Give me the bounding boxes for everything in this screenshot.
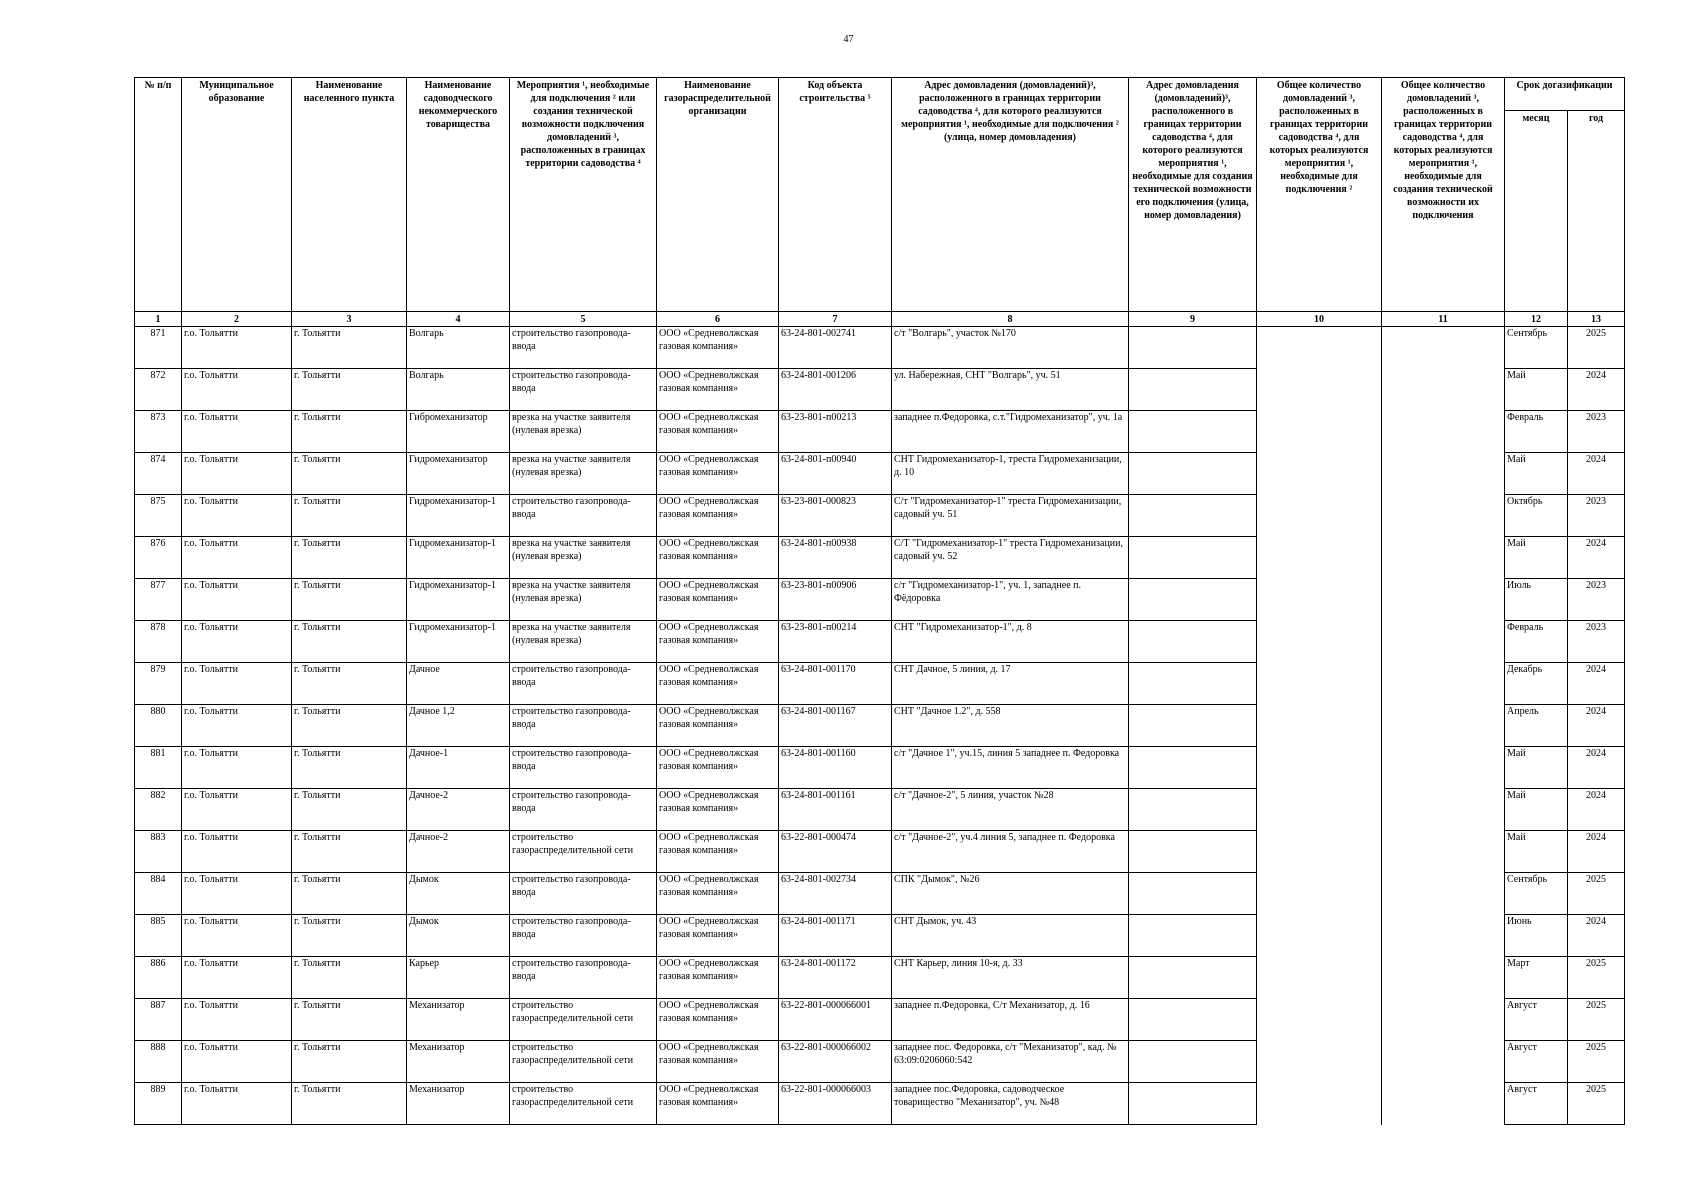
count-tech-cell (1382, 579, 1505, 621)
partnership-cell: Волгарь (407, 327, 510, 369)
address-tech-cell (1129, 621, 1257, 663)
count-connection-cell (1257, 999, 1382, 1041)
row-number: 871 (135, 327, 182, 369)
year-cell: 2024 (1568, 747, 1625, 789)
object-code-cell: 63-24-801-001171 (779, 915, 892, 957)
gas-org-cell: ООО «Средневолжская газовая компания» (657, 495, 779, 537)
header-address-tech: Адрес домовладения (домовладений)³, расположенного в границах территории садоводства ⁴, для которого реализуются мероприятия ¹, необходимые для создания технической возможности его подключения (улица, номер домовладения) (1129, 78, 1257, 312)
count-tech-cell (1382, 705, 1505, 747)
count-tech-cell (1382, 831, 1505, 873)
measure-cell: врезка на участке заявителя (нулевая врезка) (510, 579, 657, 621)
object-code-cell: 63-24-801-001161 (779, 789, 892, 831)
count-tech-cell (1382, 1041, 1505, 1083)
gas-org-cell: ООО «Средневолжская газовая компания» (657, 621, 779, 663)
row-number: 878 (135, 621, 182, 663)
object-code-cell: 63-24-801-002734 (779, 873, 892, 915)
column-numbers-row (135, 312, 1625, 327)
address-cell: С/т "Гидромеханизатор-1" треста Гидромеханизации, садовый уч. 51 (892, 495, 1129, 537)
month-cell: Февраль (1505, 411, 1568, 453)
partnership-cell: Гидромеханизатор-1 (407, 495, 510, 537)
address-cell: ул. Набережная, СНТ "Волгарь", уч. 51 (892, 369, 1129, 411)
object-code-cell: 63-22-801-000066001 (779, 999, 892, 1041)
year-cell: 2024 (1568, 537, 1625, 579)
settlement-cell: г. Тольятти (292, 1041, 407, 1083)
address-cell: с/т "Дачное 1", уч.15, линия 5 западнее п. Федоровка (892, 747, 1129, 789)
count-tech-cell (1382, 1083, 1505, 1125)
column-number: 3 (292, 312, 407, 327)
municipality-cell: г.о. Тольятти (182, 747, 292, 789)
measure-cell: строительство газопровода-ввода (510, 789, 657, 831)
column-number: 1 (135, 312, 182, 327)
count-tech-cell (1382, 453, 1505, 495)
row-number: 886 (135, 957, 182, 999)
year-cell: 2024 (1568, 705, 1625, 747)
header-settlement: Наименование населенного пункта (292, 78, 407, 312)
municipality-cell: г.о. Тольятти (182, 1083, 292, 1125)
count-connection-cell (1257, 495, 1382, 537)
partnership-cell: Гидромеханизатор-1 (407, 537, 510, 579)
count-connection-cell (1257, 621, 1382, 663)
table-row (135, 789, 1625, 831)
municipality-cell: г.о. Тольятти (182, 621, 292, 663)
column-number: 4 (407, 312, 510, 327)
address-tech-cell (1129, 789, 1257, 831)
measure-cell: строительство газораспределительной сети (510, 999, 657, 1041)
count-connection-cell (1257, 915, 1382, 957)
header-year: год (1568, 111, 1625, 312)
measure-cell: строительство газораспределительной сети (510, 1041, 657, 1083)
municipality-cell: г.о. Тольятти (182, 915, 292, 957)
table-row (135, 327, 1625, 369)
object-code-cell: 63-22-801-000066003 (779, 1083, 892, 1125)
table-row (135, 747, 1625, 789)
measure-cell: строительство газопровода-ввода (510, 873, 657, 915)
address-tech-cell (1129, 1041, 1257, 1083)
address-cell: с/т "Дачное-2", уч.4 линия 5, западнее п. Федоровка (892, 831, 1129, 873)
gas-org-cell: ООО «Средневолжская газовая компания» (657, 1083, 779, 1125)
count-tech-cell (1382, 495, 1505, 537)
table-row (135, 831, 1625, 873)
header-number: № п/п (135, 78, 182, 312)
object-code-cell: 63-23-801-п00214 (779, 621, 892, 663)
column-number: 11 (1382, 312, 1505, 327)
month-cell: Июнь (1505, 915, 1568, 957)
address-tech-cell (1129, 453, 1257, 495)
table-row (135, 999, 1625, 1041)
gas-org-cell: ООО «Средневолжская газовая компания» (657, 747, 779, 789)
row-number: 884 (135, 873, 182, 915)
year-cell: 2024 (1568, 831, 1625, 873)
settlement-cell: г. Тольятти (292, 915, 407, 957)
column-number: 10 (1257, 312, 1382, 327)
row-number: 872 (135, 369, 182, 411)
table-row (135, 915, 1625, 957)
partnership-cell: Дачное 1,2 (407, 705, 510, 747)
settlement-cell: г. Тольятти (292, 369, 407, 411)
year-cell: 2025 (1568, 1083, 1625, 1125)
gas-org-cell: ООО «Средневолжская газовая компания» (657, 957, 779, 999)
count-connection-cell (1257, 873, 1382, 915)
municipality-cell: г.о. Тольятти (182, 495, 292, 537)
settlement-cell: г. Тольятти (292, 663, 407, 705)
measure-cell: строительство газопровода-ввода (510, 915, 657, 957)
address-tech-cell (1129, 495, 1257, 537)
year-cell: 2023 (1568, 411, 1625, 453)
address-cell: с/т "Гидромеханизатор-1", уч. 1, западнее п. Фёдоровка (892, 579, 1129, 621)
count-tech-cell (1382, 915, 1505, 957)
address-tech-cell (1129, 873, 1257, 915)
row-number: 889 (135, 1083, 182, 1125)
count-connection-cell (1257, 747, 1382, 789)
month-cell: Август (1505, 999, 1568, 1041)
settlement-cell: г. Тольятти (292, 1083, 407, 1125)
address-tech-cell (1129, 411, 1257, 453)
row-number: 887 (135, 999, 182, 1041)
address-tech-cell (1129, 999, 1257, 1041)
gas-org-cell: ООО «Средневолжская газовая компания» (657, 831, 779, 873)
count-tech-cell (1382, 747, 1505, 789)
partnership-cell: Волгарь (407, 369, 510, 411)
municipality-cell: г.о. Тольятти (182, 453, 292, 495)
partnership-cell: Механизатор (407, 1083, 510, 1125)
gas-org-cell: ООО «Средневолжская газовая компания» (657, 453, 779, 495)
partnership-cell: Гидромеханизатор (407, 453, 510, 495)
month-cell: Май (1505, 789, 1568, 831)
table-row (135, 705, 1625, 747)
partnership-cell: Дачное-2 (407, 789, 510, 831)
object-code-cell: 63-24-801-п00938 (779, 537, 892, 579)
count-connection-cell (1257, 705, 1382, 747)
address-tech-cell (1129, 1083, 1257, 1125)
column-number: 2 (182, 312, 292, 327)
header-measures: Мероприятия ¹, необходимые для подключения ² или создания технической возможности подключения домовладений ³, расположенных в границах территории садоводства ⁴ (510, 78, 657, 312)
object-code-cell: 63-24-801-п00940 (779, 453, 892, 495)
gas-org-cell: ООО «Средневолжская газовая компания» (657, 915, 779, 957)
count-connection-cell (1257, 327, 1382, 369)
object-code-cell: 63-24-801-001160 (779, 747, 892, 789)
header-month: месяц (1505, 111, 1568, 312)
row-number: 879 (135, 663, 182, 705)
address-tech-cell (1129, 915, 1257, 957)
settlement-cell: г. Тольятти (292, 873, 407, 915)
object-code-cell: 63-22-801-000066002 (779, 1041, 892, 1083)
municipality-cell: г.о. Тольятти (182, 789, 292, 831)
column-number: 6 (657, 312, 779, 327)
month-cell: Февраль (1505, 621, 1568, 663)
header-municipality: Муниципальное образование (182, 78, 292, 312)
table-row (135, 1083, 1625, 1125)
table-row (135, 663, 1625, 705)
table-row (135, 621, 1625, 663)
settlement-cell: г. Тольятти (292, 789, 407, 831)
table-row (135, 537, 1625, 579)
gas-org-cell: ООО «Средневолжская газовая компания» (657, 663, 779, 705)
municipality-cell: г.о. Тольятти (182, 663, 292, 705)
month-cell: Май (1505, 747, 1568, 789)
object-code-cell: 63-24-801-001206 (779, 369, 892, 411)
measure-cell: строительство газопровода-ввода (510, 663, 657, 705)
municipality-cell: г.о. Тольятти (182, 1041, 292, 1083)
object-code-cell: 63-24-801-001170 (779, 663, 892, 705)
partnership-cell: Механизатор (407, 999, 510, 1041)
settlement-cell: г. Тольятти (292, 579, 407, 621)
month-cell: Сентябрь (1505, 327, 1568, 369)
measure-cell: строительство газопровода-ввода (510, 495, 657, 537)
gas-org-cell: ООО «Средневолжская газовая компания» (657, 873, 779, 915)
settlement-cell: г. Тольятти (292, 831, 407, 873)
row-number: 885 (135, 915, 182, 957)
count-tech-cell (1382, 621, 1505, 663)
month-cell: Декабрь (1505, 663, 1568, 705)
address-tech-cell (1129, 957, 1257, 999)
count-connection-cell (1257, 789, 1382, 831)
month-cell: Март (1505, 957, 1568, 999)
row-number: 888 (135, 1041, 182, 1083)
count-connection-cell (1257, 453, 1382, 495)
settlement-cell: г. Тольятти (292, 537, 407, 579)
measure-cell: врезка на участке заявителя (нулевая врезка) (510, 537, 657, 579)
address-tech-cell (1129, 537, 1257, 579)
table-row (135, 369, 1625, 411)
measure-cell: строительство газопровода-ввода (510, 747, 657, 789)
settlement-cell: г. Тольятти (292, 957, 407, 999)
year-cell: 2024 (1568, 369, 1625, 411)
month-cell: Апрель (1505, 705, 1568, 747)
column-number: 7 (779, 312, 892, 327)
row-number: 874 (135, 453, 182, 495)
count-tech-cell (1382, 873, 1505, 915)
municipality-cell: г.о. Тольятти (182, 327, 292, 369)
column-number: 9 (1129, 312, 1257, 327)
count-connection-cell (1257, 369, 1382, 411)
table-row (135, 957, 1625, 999)
address-tech-cell (1129, 327, 1257, 369)
address-cell: с/т "Дачное-2", 5 линия, участок №28 (892, 789, 1129, 831)
header-object-code: Код объекта строительства ⁵ (779, 78, 892, 312)
year-cell: 2023 (1568, 621, 1625, 663)
object-code-cell: 63-23-801-000823 (779, 495, 892, 537)
municipality-cell: г.о. Тольятти (182, 831, 292, 873)
count-tech-cell (1382, 999, 1505, 1041)
address-cell: СНТ "Дачное 1.2", д. 558 (892, 705, 1129, 747)
municipality-cell: г.о. Тольятти (182, 999, 292, 1041)
count-tech-cell (1382, 957, 1505, 999)
table-row (135, 873, 1625, 915)
year-cell: 2024 (1568, 663, 1625, 705)
address-tech-cell (1129, 369, 1257, 411)
object-code-cell: 63-24-801-001167 (779, 705, 892, 747)
month-cell: Май (1505, 369, 1568, 411)
settlement-cell: г. Тольятти (292, 999, 407, 1041)
object-code-cell: 63-23-801-п00906 (779, 579, 892, 621)
count-connection-cell (1257, 411, 1382, 453)
column-number: 12 (1505, 312, 1568, 327)
object-code-cell: 63-23-801-п00213 (779, 411, 892, 453)
count-tech-cell (1382, 537, 1505, 579)
measure-cell: врезка на участке заявителя (нулевая врезка) (510, 453, 657, 495)
municipality-cell: г.о. Тольятти (182, 537, 292, 579)
partnership-cell: Гидромеханизатор-1 (407, 579, 510, 621)
partnership-cell: Дачное-1 (407, 747, 510, 789)
month-cell: Август (1505, 1083, 1568, 1125)
count-connection-cell (1257, 579, 1382, 621)
gas-org-cell: ООО «Средневолжская газовая компания» (657, 327, 779, 369)
column-number: 13 (1568, 312, 1625, 327)
row-number: 873 (135, 411, 182, 453)
year-cell: 2025 (1568, 873, 1625, 915)
row-number: 877 (135, 579, 182, 621)
column-number: 5 (510, 312, 657, 327)
settlement-cell: г. Тольятти (292, 453, 407, 495)
partnership-cell: Механизатор (407, 1041, 510, 1083)
gas-org-cell: ООО «Средневолжская газовая компания» (657, 789, 779, 831)
row-number: 875 (135, 495, 182, 537)
address-cell: С/Т "Гидромеханизатор-1" треста Гидромеханизации, садовый уч. 52 (892, 537, 1129, 579)
year-cell: 2023 (1568, 495, 1625, 537)
address-cell: западнее п.Федоровка, с.т."Гидромеханизатор", уч. 1а (892, 411, 1129, 453)
partnership-cell: Дымок (407, 873, 510, 915)
table-row (135, 411, 1625, 453)
count-connection-cell (1257, 663, 1382, 705)
row-number: 882 (135, 789, 182, 831)
gasification-table (134, 77, 1625, 1125)
row-number: 876 (135, 537, 182, 579)
count-tech-cell (1382, 663, 1505, 705)
measure-cell: врезка на участке заявителя (нулевая врезка) (510, 411, 657, 453)
partnership-cell: Гидромеханизатор-1 (407, 621, 510, 663)
month-cell: Август (1505, 1041, 1568, 1083)
address-cell: СНТ Карьер, линия 10-я, д. 33 (892, 957, 1129, 999)
settlement-cell: г. Тольятти (292, 747, 407, 789)
partnership-cell: Дачное-2 (407, 831, 510, 873)
address-cell: западнее п.Федоровка, С/т Механизатор, д. 16 (892, 999, 1129, 1041)
partnership-cell: Дачное (407, 663, 510, 705)
partnership-cell: Гибромеханизатор (407, 411, 510, 453)
count-tech-cell (1382, 327, 1505, 369)
table-row (135, 495, 1625, 537)
measure-cell: строительство газораспределительной сети (510, 831, 657, 873)
year-cell: 2023 (1568, 579, 1625, 621)
row-number: 883 (135, 831, 182, 873)
month-cell: Май (1505, 537, 1568, 579)
count-connection-cell (1257, 1041, 1382, 1083)
table-row (135, 1041, 1625, 1083)
measure-cell: строительство газопровода-ввода (510, 705, 657, 747)
address-cell: СНТ "Гидромеханизатор-1", д. 8 (892, 621, 1129, 663)
row-number: 880 (135, 705, 182, 747)
address-tech-cell (1129, 579, 1257, 621)
gas-org-cell: ООО «Средневолжская газовая компания» (657, 537, 779, 579)
gas-org-cell: ООО «Средневолжская газовая компания» (657, 999, 779, 1041)
row-number: 881 (135, 747, 182, 789)
year-cell: 2024 (1568, 915, 1625, 957)
table-body (135, 327, 1625, 1125)
gas-org-cell: ООО «Средневолжская газовая компания» (657, 369, 779, 411)
object-code-cell: 63-22-801-000474 (779, 831, 892, 873)
header-count-tech: Общее количество домовладений ³, расположенных в границах территории садоводства ⁴, для которых реализуются мероприятия ¹, необходимые для создания технической возможности их подключения (1382, 78, 1505, 312)
column-number: 8 (892, 312, 1129, 327)
year-cell: 2025 (1568, 999, 1625, 1041)
municipality-cell: г.о. Тольятти (182, 705, 292, 747)
header-gas-org: Наименование газораспределительной организации (657, 78, 779, 312)
address-cell: СНТ Гидромеханизатор-1, треста Гидромеханизации, д. 10 (892, 453, 1129, 495)
municipality-cell: г.о. Тольятти (182, 411, 292, 453)
object-code-cell: 63-24-801-002741 (779, 327, 892, 369)
address-cell: СНТ Дачное, 5 линия, д. 17 (892, 663, 1129, 705)
header-address-connection: Адрес домовладения (домовладений)³, расположенного в границах территории садоводства ⁴, для которого реализуются мероприятия ¹, необходимые для подключения ² (улица, номер домовладения) (892, 78, 1129, 312)
municipality-cell: г.о. Тольятти (182, 579, 292, 621)
address-cell: СПК "Дымок", №26 (892, 873, 1129, 915)
municipality-cell: г.о. Тольятти (182, 873, 292, 915)
settlement-cell: г. Тольятти (292, 411, 407, 453)
count-connection-cell (1257, 1083, 1382, 1125)
table-header (135, 78, 1625, 327)
municipality-cell: г.о. Тольятти (182, 957, 292, 999)
header-deadline: Срок догазификации (1505, 78, 1625, 111)
year-cell: 2025 (1568, 957, 1625, 999)
partnership-cell: Дымок (407, 915, 510, 957)
settlement-cell: г. Тольятти (292, 327, 407, 369)
gas-org-cell: ООО «Средневолжская газовая компания» (657, 411, 779, 453)
count-tech-cell (1382, 411, 1505, 453)
measure-cell: строительство газораспределительной сети (510, 1083, 657, 1125)
measure-cell: строительство газопровода-ввода (510, 327, 657, 369)
address-cell: с/т "Волгарь", участок №170 (892, 327, 1129, 369)
page-number: 47 (843, 34, 854, 45)
month-cell: Май (1505, 831, 1568, 873)
object-code-cell: 63-24-801-001172 (779, 957, 892, 999)
table-row (135, 579, 1625, 621)
settlement-cell: г. Тольятти (292, 705, 407, 747)
gas-org-cell: ООО «Средневолжская газовая компания» (657, 705, 779, 747)
year-cell: 2025 (1568, 327, 1625, 369)
header-count-connection: Общее количество домовладений ³, расположенных в границах территории садоводства ⁴, для которых реализуются мероприятия ¹, необходимые для подключения ² (1257, 78, 1382, 312)
count-connection-cell (1257, 957, 1382, 999)
address-tech-cell (1129, 747, 1257, 789)
address-cell: западнее пос. Федоровка, с/т "Механизатор", кад. № 63:09:0206060:542 (892, 1041, 1129, 1083)
address-tech-cell (1129, 831, 1257, 873)
count-connection-cell (1257, 831, 1382, 873)
address-tech-cell (1129, 705, 1257, 747)
measure-cell: строительство газопровода-ввода (510, 369, 657, 411)
settlement-cell: г. Тольятти (292, 495, 407, 537)
measure-cell: строительство газопровода-ввода (510, 957, 657, 999)
count-tech-cell (1382, 789, 1505, 831)
measure-cell: врезка на участке заявителя (нулевая врезка) (510, 621, 657, 663)
count-connection-cell (1257, 537, 1382, 579)
municipality-cell: г.о. Тольятти (182, 369, 292, 411)
year-cell: 2024 (1568, 453, 1625, 495)
year-cell: 2025 (1568, 1041, 1625, 1083)
header-partnership: Наименование садоводческого некоммерческого товарищества (407, 78, 510, 312)
address-tech-cell (1129, 663, 1257, 705)
table-row (135, 453, 1625, 495)
count-tech-cell (1382, 369, 1505, 411)
month-cell: Октябрь (1505, 495, 1568, 537)
month-cell: Май (1505, 453, 1568, 495)
address-cell: западнее пос.Федоровка, садоводческое товарищество "Механизатор", уч. №48 (892, 1083, 1129, 1125)
settlement-cell: г. Тольятти (292, 621, 407, 663)
partnership-cell: Карьер (407, 957, 510, 999)
gas-org-cell: ООО «Средневолжская газовая компания» (657, 1041, 779, 1083)
month-cell: Июль (1505, 579, 1568, 621)
month-cell: Сентябрь (1505, 873, 1568, 915)
year-cell: 2024 (1568, 789, 1625, 831)
gas-org-cell: ООО «Средневолжская газовая компания» (657, 579, 779, 621)
address-cell: СНТ Дымок, уч. 43 (892, 915, 1129, 957)
